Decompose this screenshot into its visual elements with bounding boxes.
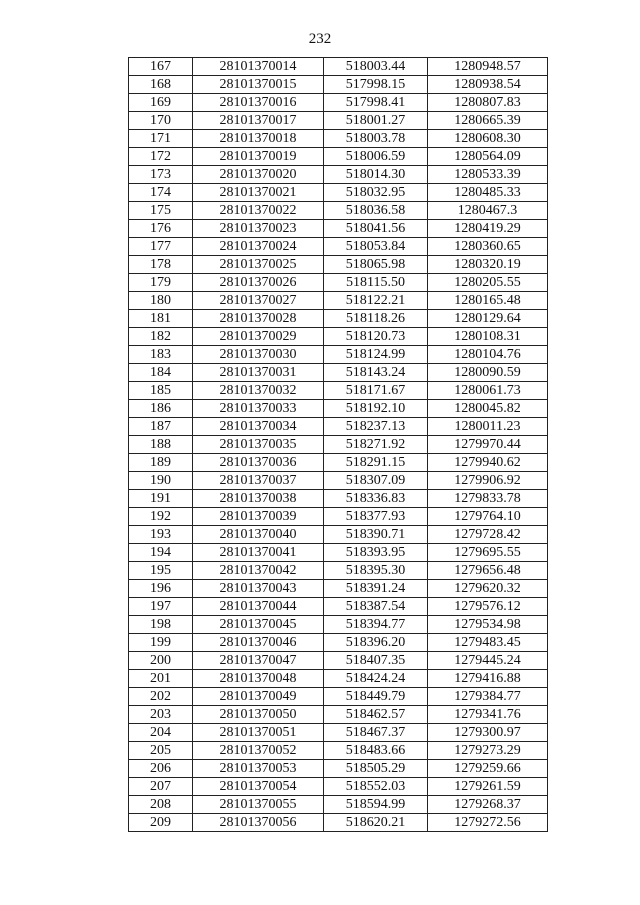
cadastral-id-cell: 28101370036 <box>193 454 324 472</box>
table-row <box>129 76 548 94</box>
row-number-cell: 194 <box>129 544 193 562</box>
table-row <box>129 184 548 202</box>
row-number-cell: 197 <box>129 598 193 616</box>
table-row <box>129 256 548 274</box>
y-coordinate-cell: 1280108.31 <box>428 328 548 346</box>
y-coordinate-cell: 1280090.59 <box>428 364 548 382</box>
x-coordinate-cell: 518391.24 <box>324 580 428 598</box>
cadastral-id-cell: 28101370056 <box>193 814 324 832</box>
row-number-cell: 189 <box>129 454 193 472</box>
table-row <box>129 220 548 238</box>
row-number-cell: 199 <box>129 634 193 652</box>
y-coordinate-cell: 1280608.30 <box>428 130 548 148</box>
x-coordinate-cell: 518014.30 <box>324 166 428 184</box>
x-coordinate-cell: 518003.44 <box>324 58 428 76</box>
row-number-cell: 185 <box>129 382 193 400</box>
table-row <box>129 490 548 508</box>
row-number-cell: 171 <box>129 130 193 148</box>
row-number-cell: 186 <box>129 400 193 418</box>
y-coordinate-cell: 1279261.59 <box>428 778 548 796</box>
table-row <box>129 472 548 490</box>
y-coordinate-cell: 1280011.23 <box>428 418 548 436</box>
table-row <box>129 148 548 166</box>
table-row <box>129 130 548 148</box>
y-coordinate-cell: 1279384.77 <box>428 688 548 706</box>
table-row <box>129 94 548 112</box>
table-row <box>129 166 548 184</box>
row-number-cell: 174 <box>129 184 193 202</box>
y-coordinate-cell: 1280045.82 <box>428 400 548 418</box>
table-row <box>129 310 548 328</box>
x-coordinate-cell: 518115.50 <box>324 274 428 292</box>
y-coordinate-cell: 1280948.57 <box>428 58 548 76</box>
cadastral-id-cell: 28101370044 <box>193 598 324 616</box>
x-coordinate-cell: 518291.15 <box>324 454 428 472</box>
y-coordinate-cell: 1280165.48 <box>428 292 548 310</box>
table-row <box>129 544 548 562</box>
cadastral-id-cell: 28101370016 <box>193 94 324 112</box>
cadastral-id-cell: 28101370025 <box>193 256 324 274</box>
table-row <box>129 778 548 796</box>
table-row <box>129 796 548 814</box>
row-number-cell: 170 <box>129 112 193 130</box>
cadastral-id-cell: 28101370032 <box>193 382 324 400</box>
x-coordinate-cell: 518483.66 <box>324 742 428 760</box>
cadastral-id-cell: 28101370020 <box>193 166 324 184</box>
y-coordinate-cell: 1279940.62 <box>428 454 548 472</box>
table-row <box>129 724 548 742</box>
row-number-cell: 177 <box>129 238 193 256</box>
y-coordinate-cell: 1279273.29 <box>428 742 548 760</box>
row-number-cell: 187 <box>129 418 193 436</box>
table-row <box>129 364 548 382</box>
y-coordinate-cell: 1280129.64 <box>428 310 548 328</box>
table-row <box>129 598 548 616</box>
y-coordinate-cell: 1279534.98 <box>428 616 548 634</box>
y-coordinate-cell: 1279445.24 <box>428 652 548 670</box>
cadastral-id-cell: 28101370047 <box>193 652 324 670</box>
x-coordinate-cell: 518006.59 <box>324 148 428 166</box>
x-coordinate-cell: 518393.95 <box>324 544 428 562</box>
table-row <box>129 706 548 724</box>
table-row <box>129 814 548 832</box>
coordinates-table <box>128 57 548 832</box>
row-number-cell: 195 <box>129 562 193 580</box>
x-coordinate-cell: 518001.27 <box>324 112 428 130</box>
x-coordinate-cell: 518036.58 <box>324 202 428 220</box>
coordinates-table-body <box>129 58 548 832</box>
table-row <box>129 328 548 346</box>
y-coordinate-cell: 1280205.55 <box>428 274 548 292</box>
x-coordinate-cell: 518396.20 <box>324 634 428 652</box>
x-coordinate-cell: 518053.84 <box>324 238 428 256</box>
cadastral-id-cell: 28101370028 <box>193 310 324 328</box>
row-number-cell: 202 <box>129 688 193 706</box>
y-coordinate-cell: 1279576.12 <box>428 598 548 616</box>
cadastral-id-cell: 28101370055 <box>193 796 324 814</box>
cadastral-id-cell: 28101370031 <box>193 364 324 382</box>
x-coordinate-cell: 518449.79 <box>324 688 428 706</box>
table-row <box>129 346 548 364</box>
x-coordinate-cell: 518192.10 <box>324 400 428 418</box>
row-number-cell: 169 <box>129 94 193 112</box>
row-number-cell: 206 <box>129 760 193 778</box>
cadastral-id-cell: 28101370039 <box>193 508 324 526</box>
y-coordinate-cell: 1279906.92 <box>428 472 548 490</box>
cadastral-id-cell: 28101370037 <box>193 472 324 490</box>
row-number-cell: 175 <box>129 202 193 220</box>
cadastral-id-cell: 28101370021 <box>193 184 324 202</box>
row-number-cell: 173 <box>129 166 193 184</box>
y-coordinate-cell: 1279695.55 <box>428 544 548 562</box>
cadastral-id-cell: 28101370026 <box>193 274 324 292</box>
table-row <box>129 634 548 652</box>
cadastral-id-cell: 28101370052 <box>193 742 324 760</box>
cadastral-id-cell: 28101370035 <box>193 436 324 454</box>
x-coordinate-cell: 518122.21 <box>324 292 428 310</box>
row-number-cell: 203 <box>129 706 193 724</box>
x-coordinate-cell: 518407.35 <box>324 652 428 670</box>
x-coordinate-cell: 518307.09 <box>324 472 428 490</box>
row-number-cell: 209 <box>129 814 193 832</box>
x-coordinate-cell: 518394.77 <box>324 616 428 634</box>
table-row <box>129 274 548 292</box>
row-number-cell: 188 <box>129 436 193 454</box>
table-row <box>129 580 548 598</box>
x-coordinate-cell: 517998.15 <box>324 76 428 94</box>
x-coordinate-cell: 518271.92 <box>324 436 428 454</box>
cadastral-id-cell: 28101370033 <box>193 400 324 418</box>
x-coordinate-cell: 518395.30 <box>324 562 428 580</box>
x-coordinate-cell: 518462.57 <box>324 706 428 724</box>
table-row <box>129 382 548 400</box>
row-number-cell: 176 <box>129 220 193 238</box>
table-row <box>129 526 548 544</box>
table-row <box>129 202 548 220</box>
table-row <box>129 454 548 472</box>
x-coordinate-cell: 518041.56 <box>324 220 428 238</box>
row-number-cell: 208 <box>129 796 193 814</box>
page-number: 232 <box>308 31 332 47</box>
table-row <box>129 238 548 256</box>
cadastral-id-cell: 28101370042 <box>193 562 324 580</box>
x-coordinate-cell: 518336.83 <box>324 490 428 508</box>
table-row <box>129 670 548 688</box>
x-coordinate-cell: 518387.54 <box>324 598 428 616</box>
row-number-cell: 207 <box>129 778 193 796</box>
row-number-cell: 172 <box>129 148 193 166</box>
x-coordinate-cell: 518237.13 <box>324 418 428 436</box>
x-coordinate-cell: 518620.21 <box>324 814 428 832</box>
cadastral-id-cell: 28101370017 <box>193 112 324 130</box>
table-row <box>129 292 548 310</box>
x-coordinate-cell: 518124.99 <box>324 346 428 364</box>
table-row <box>129 562 548 580</box>
row-number-cell: 181 <box>129 310 193 328</box>
cadastral-id-cell: 28101370043 <box>193 580 324 598</box>
cadastral-id-cell: 28101370040 <box>193 526 324 544</box>
row-number-cell: 201 <box>129 670 193 688</box>
table-row <box>129 418 548 436</box>
table-row <box>129 436 548 454</box>
x-coordinate-cell: 518505.29 <box>324 760 428 778</box>
table-row <box>129 508 548 526</box>
y-coordinate-cell: 1279272.56 <box>428 814 548 832</box>
table-row <box>129 616 548 634</box>
cadastral-id-cell: 28101370051 <box>193 724 324 742</box>
row-number-cell: 184 <box>129 364 193 382</box>
cadastral-id-cell: 28101370046 <box>193 634 324 652</box>
x-coordinate-cell: 518143.24 <box>324 364 428 382</box>
x-coordinate-cell: 518424.24 <box>324 670 428 688</box>
row-number-cell: 205 <box>129 742 193 760</box>
y-coordinate-cell: 1279833.78 <box>428 490 548 508</box>
table-row <box>129 742 548 760</box>
y-coordinate-cell: 1280104.76 <box>428 346 548 364</box>
cadastral-id-cell: 28101370024 <box>193 238 324 256</box>
x-coordinate-cell: 518594.99 <box>324 796 428 814</box>
row-number-cell: 183 <box>129 346 193 364</box>
row-number-cell: 180 <box>129 292 193 310</box>
cadastral-id-cell: 28101370014 <box>193 58 324 76</box>
table-row <box>129 112 548 130</box>
x-coordinate-cell: 518171.67 <box>324 382 428 400</box>
row-number-cell: 196 <box>129 580 193 598</box>
row-number-cell: 192 <box>129 508 193 526</box>
y-coordinate-cell: 1280320.19 <box>428 256 548 274</box>
y-coordinate-cell: 1280564.09 <box>428 148 548 166</box>
y-coordinate-cell: 1280467.3 <box>428 202 548 220</box>
table-row <box>129 58 548 76</box>
cadastral-id-cell: 28101370049 <box>193 688 324 706</box>
x-coordinate-cell: 518377.93 <box>324 508 428 526</box>
y-coordinate-cell: 1280419.29 <box>428 220 548 238</box>
cadastral-id-cell: 28101370054 <box>193 778 324 796</box>
x-coordinate-cell: 518390.71 <box>324 526 428 544</box>
y-coordinate-cell: 1279300.97 <box>428 724 548 742</box>
y-coordinate-cell: 1280360.65 <box>428 238 548 256</box>
x-coordinate-cell: 518552.03 <box>324 778 428 796</box>
row-number-cell: 193 <box>129 526 193 544</box>
x-coordinate-cell: 518032.95 <box>324 184 428 202</box>
y-coordinate-cell: 1280938.54 <box>428 76 548 94</box>
cadastral-id-cell: 28101370048 <box>193 670 324 688</box>
y-coordinate-cell: 1280485.33 <box>428 184 548 202</box>
table-row <box>129 688 548 706</box>
row-number-cell: 179 <box>129 274 193 292</box>
y-coordinate-cell: 1280061.73 <box>428 382 548 400</box>
cadastral-id-cell: 28101370029 <box>193 328 324 346</box>
cadastral-id-cell: 28101370019 <box>193 148 324 166</box>
y-coordinate-cell: 1280807.83 <box>428 94 548 112</box>
table-row <box>129 400 548 418</box>
y-coordinate-cell: 1279341.76 <box>428 706 548 724</box>
x-coordinate-cell: 518118.26 <box>324 310 428 328</box>
cadastral-id-cell: 28101370030 <box>193 346 324 364</box>
x-coordinate-cell: 518467.37 <box>324 724 428 742</box>
cadastral-id-cell: 28101370038 <box>193 490 324 508</box>
cadastral-id-cell: 28101370023 <box>193 220 324 238</box>
y-coordinate-cell: 1279259.66 <box>428 760 548 778</box>
cadastral-id-cell: 28101370018 <box>193 130 324 148</box>
y-coordinate-cell: 1280533.39 <box>428 166 548 184</box>
y-coordinate-cell: 1279728.42 <box>428 526 548 544</box>
row-number-cell: 200 <box>129 652 193 670</box>
x-coordinate-cell: 518120.73 <box>324 328 428 346</box>
row-number-cell: 182 <box>129 328 193 346</box>
cadastral-id-cell: 28101370053 <box>193 760 324 778</box>
y-coordinate-cell: 1280665.39 <box>428 112 548 130</box>
row-number-cell: 198 <box>129 616 193 634</box>
x-coordinate-cell: 517998.41 <box>324 94 428 112</box>
row-number-cell: 168 <box>129 76 193 94</box>
cadastral-id-cell: 28101370041 <box>193 544 324 562</box>
cadastral-id-cell: 28101370022 <box>193 202 324 220</box>
cadastral-id-cell: 28101370045 <box>193 616 324 634</box>
y-coordinate-cell: 1279620.32 <box>428 580 548 598</box>
y-coordinate-cell: 1279483.45 <box>428 634 548 652</box>
x-coordinate-cell: 518003.78 <box>324 130 428 148</box>
row-number-cell: 190 <box>129 472 193 490</box>
y-coordinate-cell: 1279656.48 <box>428 562 548 580</box>
row-number-cell: 191 <box>129 490 193 508</box>
y-coordinate-cell: 1279416.88 <box>428 670 548 688</box>
cadastral-id-cell: 28101370015 <box>193 76 324 94</box>
table-row <box>129 760 548 778</box>
y-coordinate-cell: 1279970.44 <box>428 436 548 454</box>
cadastral-id-cell: 28101370034 <box>193 418 324 436</box>
row-number-cell: 204 <box>129 724 193 742</box>
row-number-cell: 178 <box>129 256 193 274</box>
cadastral-id-cell: 28101370050 <box>193 706 324 724</box>
y-coordinate-cell: 1279764.10 <box>428 508 548 526</box>
cadastral-id-cell: 28101370027 <box>193 292 324 310</box>
y-coordinate-cell: 1279268.37 <box>428 796 548 814</box>
x-coordinate-cell: 518065.98 <box>324 256 428 274</box>
row-number-cell: 167 <box>129 58 193 76</box>
table-row <box>129 652 548 670</box>
